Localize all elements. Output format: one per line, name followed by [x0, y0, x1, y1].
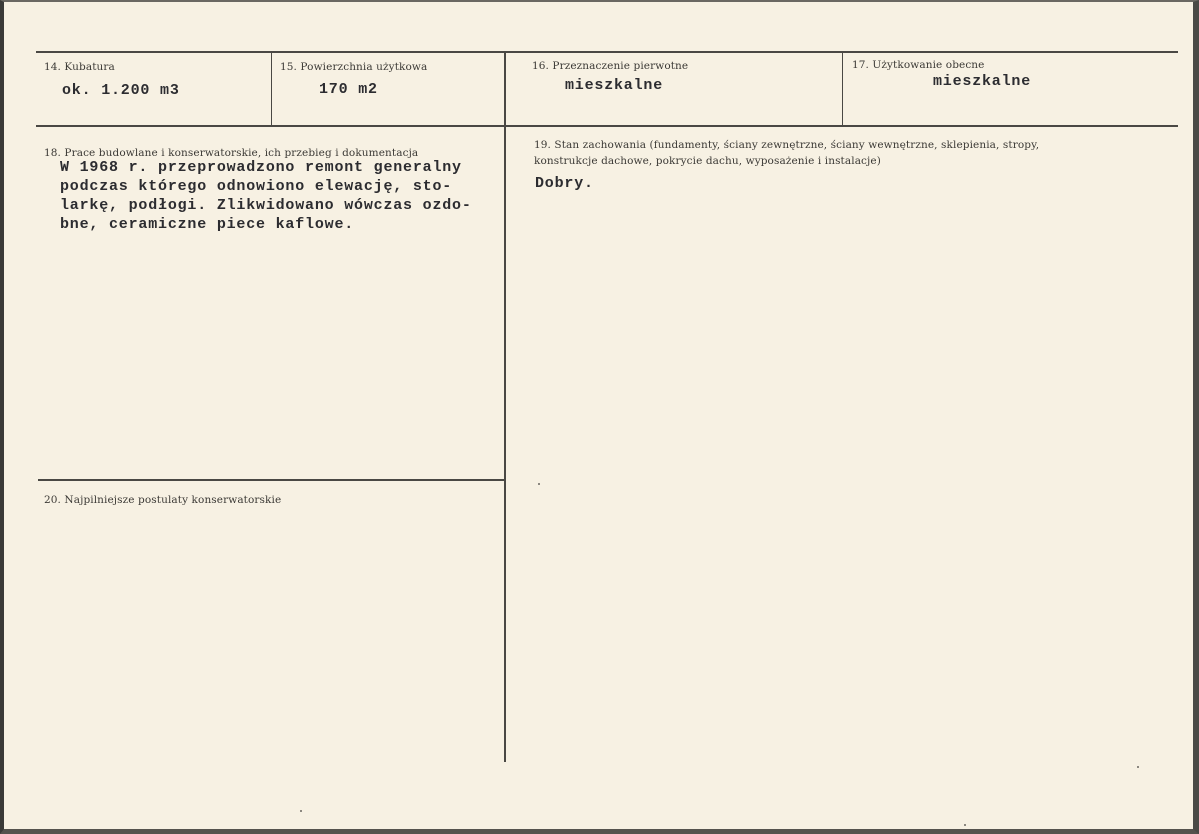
prace-label: 18. Prace budowlane i konserwatorskie, ich przebieg i dokumentacja	[44, 147, 419, 159]
powierzchnia-value: 170 m2	[319, 81, 378, 98]
prace-line-1: W 1968 r. przeprowadzono remont generalny	[60, 159, 462, 176]
col-divider-1	[271, 52, 272, 126]
col-divider-3	[842, 52, 843, 126]
paper-speck	[1137, 766, 1139, 768]
prace-line-2: podczas którego odnowiono elewację, sto-	[60, 178, 453, 195]
paper-speck	[300, 810, 302, 812]
przeznaczenie-label: 16. Przeznaczenie pierwotne	[532, 60, 689, 72]
paper-speck	[964, 824, 966, 826]
section18-bottom-rule	[38, 479, 505, 481]
powierzchnia-label: 15. Powierzchnia użytkowa	[280, 61, 428, 73]
prace-line-3: larkę, podłogi. Zlikwidowano wówczas ozdo-	[60, 197, 472, 214]
stan-label-line-2: konstrukcje dachowe, pokrycie dachu, wyposażenie i instalacje)	[534, 155, 881, 167]
postulaty-label: 20. Najpilniejsze postulaty konserwatorskie	[44, 494, 282, 506]
przeznaczenie-value: mieszkalne	[565, 77, 664, 94]
stan-label-line-1: 19. Stan zachowania (fundamenty, ściany zewnętrzne, ściany wewnętrzne, sklepienia, stropy,	[534, 139, 1040, 151]
kubatura-value: ok. 1.200 m3	[62, 82, 180, 99]
kubatura-label: 14. Kubatura	[44, 61, 115, 73]
uzytkowanie-value: mieszkalne	[933, 73, 1032, 90]
col-divider-2	[504, 52, 506, 762]
uzytkowanie-label: 17. Użytkowanie obecne	[852, 59, 985, 71]
row1-bottom-rule	[36, 125, 1178, 127]
prace-line-4: bne, ceramiczne piece kaflowe.	[60, 216, 355, 233]
stan-value: Dobry.	[535, 175, 594, 192]
top-rule	[36, 51, 1178, 53]
paper-speck	[538, 483, 540, 485]
